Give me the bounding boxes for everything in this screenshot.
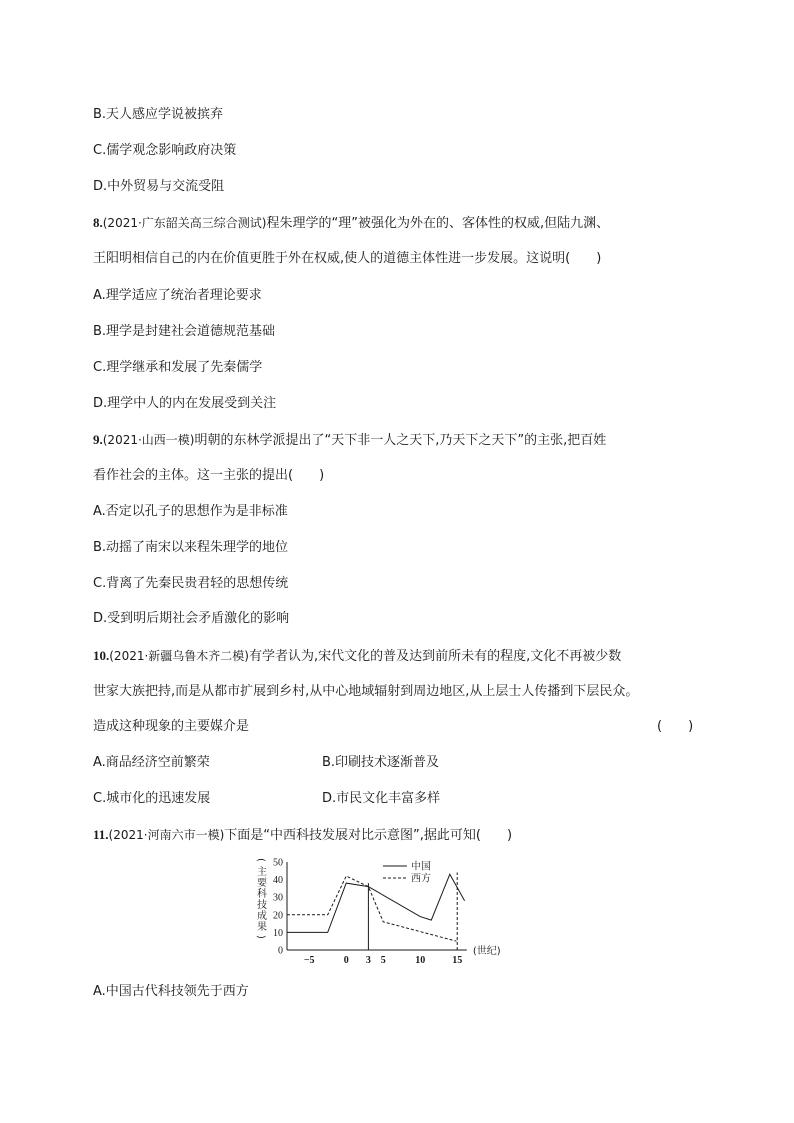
q11-stem-text: 下面是“中西科技发展对比示意图”,据此可知( ) [224, 828, 513, 843]
q10-answer-paren: ( ) [657, 719, 694, 734]
q8-option-d[interactable]: D.理学中人的内在发展受到关注 [93, 396, 277, 411]
q8-option-b[interactable]: B.理学是封建社会道德规范基础 [93, 324, 276, 339]
y-axis-label-char: 成 [257, 911, 267, 922]
y-axis-label-char: 技 [257, 900, 267, 911]
q9-number: 9. [93, 432, 103, 447]
q8-number: 8. [93, 215, 103, 230]
q10-option-c[interactable]: C.城市化的迅速发展 [93, 791, 211, 806]
q11-source: (2021·河南六市一模) [108, 828, 225, 842]
q7-option-d[interactable]: D.中外贸易与交流受阻 [93, 179, 225, 194]
legend-label: 中国 [411, 861, 431, 873]
x-tick-label: 15 [452, 955, 463, 966]
q10-stem-line3 [93, 717, 701, 737]
chart-y-axis-label [255, 858, 267, 939]
x-tick-label: 10 [415, 955, 426, 966]
y-axis-label-char: ( [255, 858, 266, 862]
q11-option-a[interactable]: A.中国古代科技领先于西方 [93, 984, 249, 999]
series-line-west [287, 876, 457, 941]
q7-option-b[interactable]: B.天人感应学说被摈弃 [93, 107, 224, 122]
science-tech-comparison-chart [255, 852, 545, 976]
q10-options-row1 [93, 753, 593, 773]
y-tick-label: 50 [273, 857, 283, 869]
q7-option-c[interactable]: C.儒学观念影响政府决策 [93, 143, 237, 158]
x-axis-label: (世纪) [472, 946, 501, 957]
y-axis-label-char: 主 [257, 867, 267, 878]
chart-axes [273, 858, 501, 967]
chart-series [287, 874, 465, 941]
q10-options-row2 [93, 789, 593, 809]
x-tick-label: 3 [365, 955, 371, 966]
q9-source: (2021·山西一模) [102, 433, 195, 447]
x-tick-label: −5 [303, 955, 315, 966]
y-tick-label: 40 [273, 875, 283, 887]
q9-option-d[interactable]: D.受到明后期社会矛盾激化的影响 [93, 611, 290, 626]
q10-stem-text1: 有学者认为,宋代文化的普及达到前所未有的程度,文化不再被少数 [248, 649, 622, 664]
q10-stem-line2: 世家大族把持,而是从都市扩展到乡村,从中心地域辐射到周边地区,从上层士人传播到下层民众。 [93, 684, 639, 699]
q9-stem-line2: 看作社会的主体。这一主张的提出( ) [93, 468, 325, 483]
y-axis-label-char: 要 [257, 878, 267, 889]
q9-stem-line1 [93, 430, 606, 451]
q9-option-a[interactable]: A.否定以孔子的思想作为是非标准 [93, 504, 288, 519]
q9-stem-text1: 明朝的东林学派提出了“天下非一人之天下,乃天下之天下”的主张,把百姓 [194, 433, 607, 448]
q8-option-a[interactable]: A.理学适应了统治者理论要求 [93, 288, 262, 303]
q10-option-a[interactable]: A.商品经济空前繁荣 [93, 755, 210, 770]
y-axis-label-char: ) [255, 935, 266, 939]
x-tick-label: 5 [380, 955, 386, 966]
q10-source: (2021·新疆乌鲁木齐二模) [109, 649, 249, 663]
chart-legend [383, 860, 431, 885]
y-tick-label: 0 [278, 945, 283, 957]
q10-stem-line1 [93, 646, 621, 667]
q9-option-b[interactable]: B.动摇了南宋以来程朱理学的地位 [93, 540, 289, 555]
y-axis-label-char: 果 [257, 922, 267, 933]
y-tick-label: 30 [273, 892, 283, 904]
x-tick-label: 0 [343, 955, 349, 966]
q9-option-c[interactable]: C.背离了先秦民贵君轻的思想传统 [93, 576, 289, 591]
q10-option-b[interactable]: B.印刷技术逐渐普及 [322, 755, 440, 770]
y-tick-label: 20 [273, 910, 283, 922]
y-axis-label-char: 科 [257, 889, 267, 900]
q8-stem-text1: 程朱理学的“理”被强化为外在的、客体性的权威,但陆九渊、 [266, 216, 610, 231]
q8-stem-line2: 王阳明相信自己的内在价值更胜于外在权威,使人的道德主体性进一步发展。这说明( ) [93, 251, 602, 266]
q11-stem [93, 825, 512, 846]
q8-source: (2021·广东韶关高三综合测试) [102, 216, 267, 230]
q8-option-c[interactable]: C.理学继承和发展了先秦儒学 [93, 360, 263, 375]
legend-label: 西方 [411, 873, 431, 885]
q11-number: 11. [93, 827, 109, 842]
q10-stem-text3: 造成这种现象的主要媒介是 [93, 719, 250, 734]
y-tick-label: 10 [273, 927, 283, 939]
q8-stem-line1 [93, 213, 609, 234]
q10-option-d[interactable]: D.市民文化丰富多样 [322, 791, 441, 806]
q10-number: 10. [93, 648, 110, 663]
